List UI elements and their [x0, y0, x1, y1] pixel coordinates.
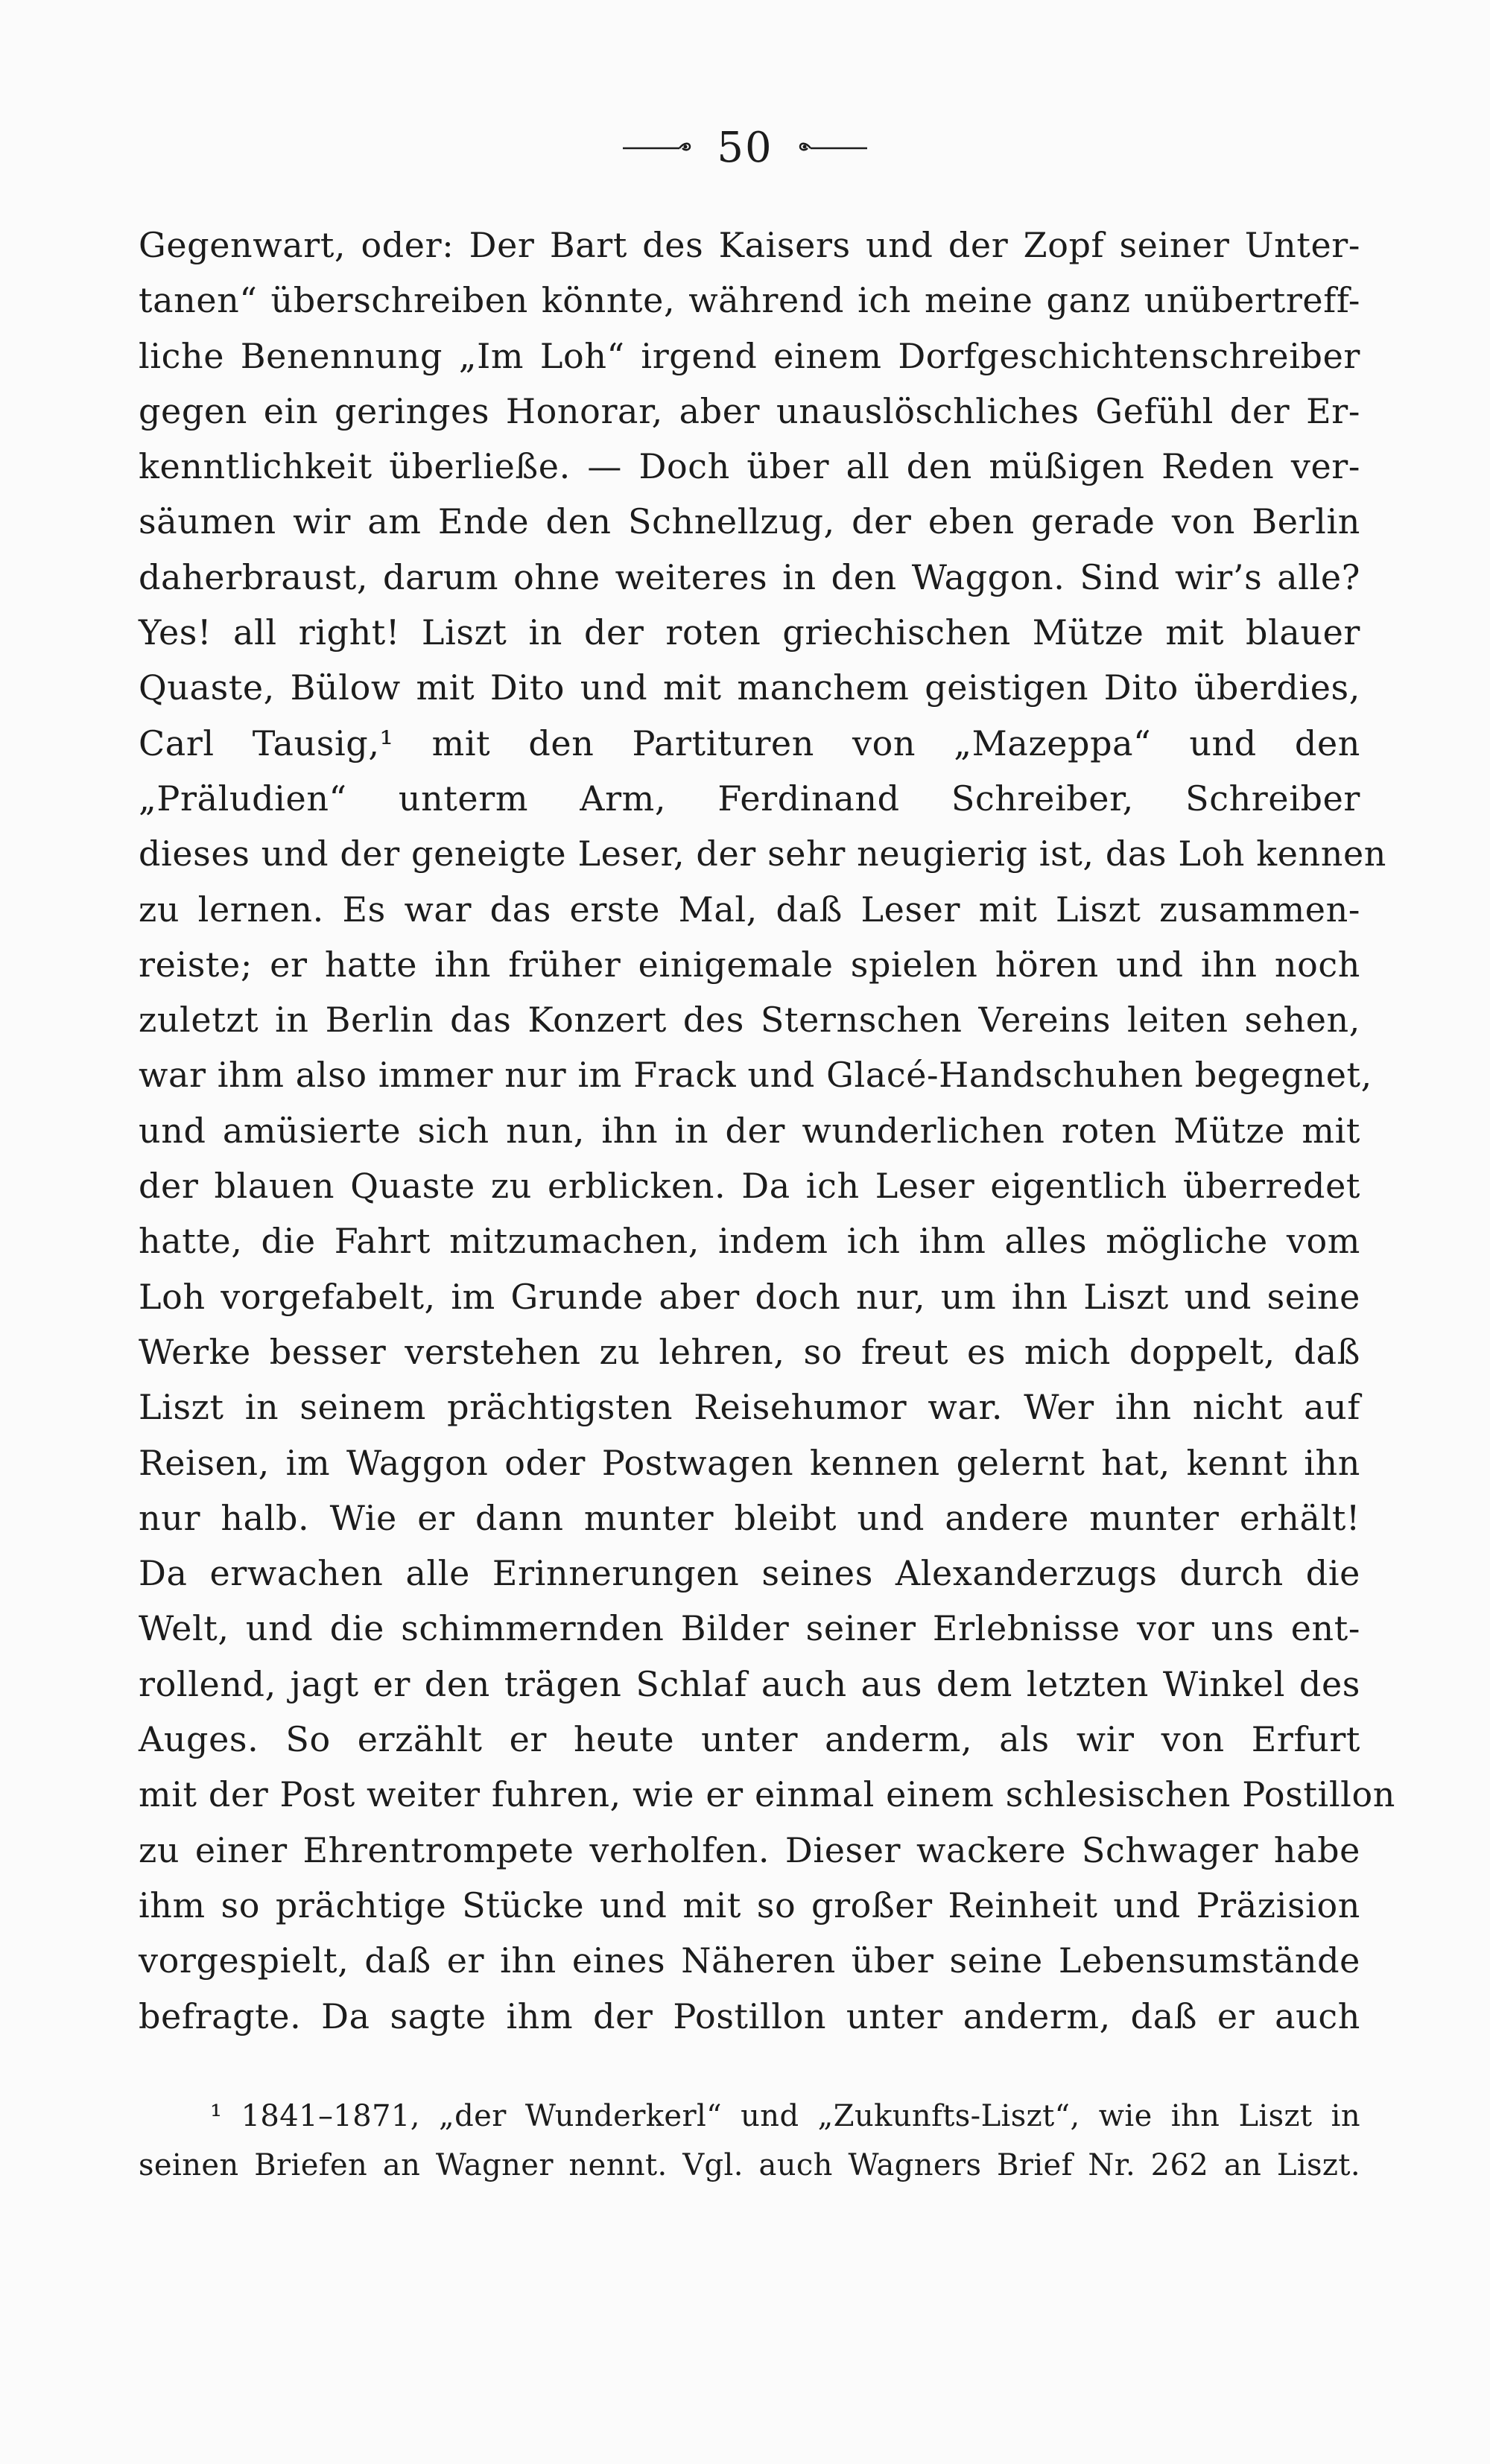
- text-line: Yes! all right! Liszt in der roten griechischen Mütze mit blauer: [139, 612, 1360, 653]
- text-line: Loh vorgefabelt, im Grunde aber doch nur, um ihn Liszt und seine: [139, 1276, 1360, 1317]
- page-number: 50: [717, 123, 773, 172]
- left-ornament-icon: [621, 140, 693, 155]
- text-line: Carl Tausig,¹ mit den Partituren von „Mazeppa“ und den: [139, 723, 1360, 763]
- text-line: zu einer Ehrentrompete verholfen. Dieser wackere Schwager habe: [139, 1829, 1360, 1870]
- text-line: daherbraust, darum ohne weiteres in den Waggon. Sind wir’s alle?: [139, 556, 1360, 597]
- right-ornament-icon: [797, 140, 869, 155]
- text-line: rollend, jagt er den trägen Schlaf auch aus dem letzten Winkel des: [139, 1663, 1360, 1704]
- text-line: Welt, und die schimmernden Bilder seiner Erlebnisse vor uns ent-: [139, 1608, 1360, 1649]
- text-line: Werke besser verstehen zu lehren, so freut es mich doppelt, daß: [139, 1331, 1360, 1372]
- text-line: „Präludien“ unterm Arm, Ferdinand Schreiber, Schreiber: [139, 778, 1360, 819]
- text-line: zu lernen. Es war das erste Mal, daß Leser mit Liszt zusammen-: [139, 889, 1360, 930]
- text-line: kenntlichkeit überließe. — Doch über all den müßigen Reden ver-: [139, 446, 1360, 487]
- text-line: ihm so prächtige Stücke und mit so großer Reinheit und Präzision: [139, 1884, 1360, 1925]
- text-line: dieses und der geneigte Leser, der sehr neugierig ist, das Loh kennen: [139, 833, 1387, 874]
- text-line: säumen wir am Ende den Schnellzug, der eben gerade von Berlin: [139, 501, 1360, 542]
- text-line: tanen“ überschreiben könnte, während ich meine ganz unübertreff-: [139, 280, 1360, 321]
- text-line: Auges. So erzählt er heute unter anderm, als wir von Erfurt: [139, 1719, 1360, 1760]
- text-line: Liszt in seinem prächtigsten Reisehumor war. Wer ihn nicht auf: [139, 1387, 1360, 1428]
- text-line: und amüsierte sich nun, ihn in der wunderlichen roten Mütze mit: [139, 1110, 1360, 1151]
- footnote-line: ¹ 1841–1871, „der Wunderkerl“ und „Zukunfts-Liszt“, wie ihn Liszt in: [210, 2099, 1360, 2133]
- footnotes: [139, 2092, 1360, 2190]
- text-line: war ihm also immer nur im Frack und Glacé-Handschuhen begegnet,: [139, 1055, 1372, 1096]
- page-header: [0, 118, 1490, 177]
- body-text: [139, 217, 1395, 2044]
- footnote-line: seinen Briefen an Wagner nennt. Vgl. auch Wagners Brief Nr. 262 an Liszt.: [139, 2148, 1360, 2182]
- text-line: befragte. Da sagte ihm der Postillon unter anderm, daß er auch: [139, 1995, 1360, 2036]
- text-line: zuletzt in Berlin das Konzert des Sternschen Vereins leiten sehen,: [139, 1000, 1360, 1041]
- text-line: hatte, die Fahrt mitzumachen, indem ich ihm alles mögliche vom: [139, 1221, 1360, 1262]
- text-line: reiste; er hatte ihn früher einigemale spielen hören und ihn noch: [139, 944, 1360, 985]
- text-line: Quaste, Bülow mit Dito und mit manchem geistigen Dito überdies,: [139, 667, 1360, 708]
- text-line: der blauen Quaste zu erblicken. Da ich Leser eigentlich überredet: [139, 1166, 1360, 1207]
- text-line: nur halb. Wie er dann munter bleibt und andere munter erhält!: [139, 1497, 1360, 1538]
- text-line: Reisen, im Waggon oder Postwagen kennen gelernt hat, kennt ihn: [139, 1442, 1360, 1483]
- text-line: Gegenwart, oder: Der Bart des Kaisers und der Zopf seiner Unter-: [139, 225, 1360, 265]
- text-line: liche Benennung „Im Loh“ irgend einem Dorfgeschichtenschreiber: [139, 335, 1360, 376]
- text-line: mit der Post weiter fuhren, wie er einmal einem schlesischen Postillon: [139, 1774, 1395, 1815]
- text-line: gegen ein geringes Honorar, aber unauslöschliches Gefühl der Er-: [139, 390, 1360, 431]
- text-line: vorgespielt, daß er ihn eines Näheren über seine Lebensumstände: [139, 1940, 1360, 1981]
- text-line: Da erwachen alle Erinnerungen seines Alexanderzugs durch die: [139, 1553, 1360, 1594]
